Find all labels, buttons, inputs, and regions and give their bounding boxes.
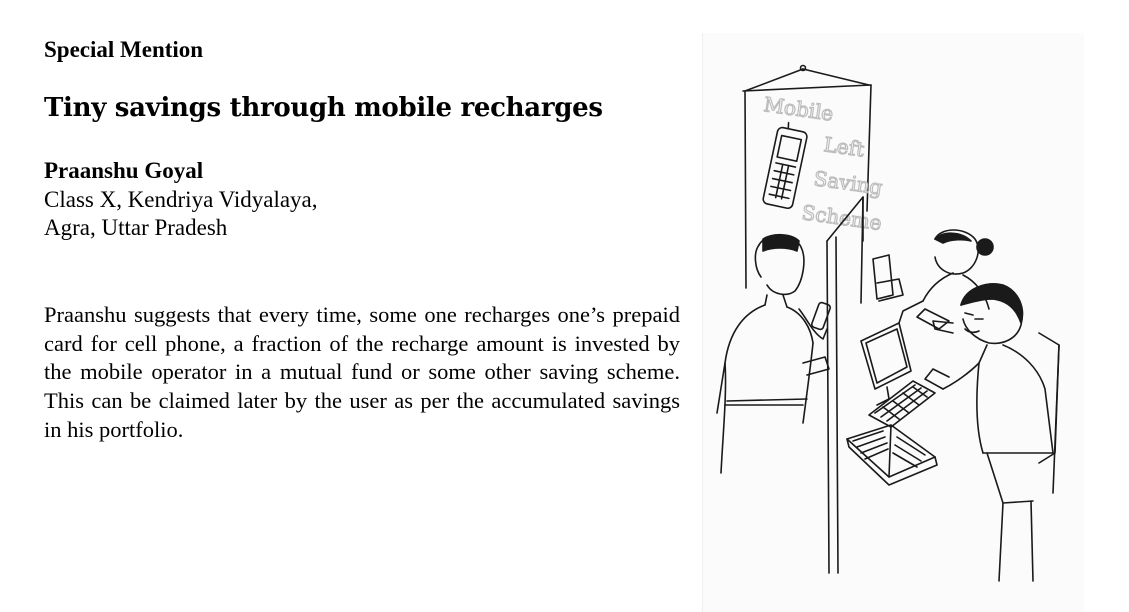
article-body: Praanshu suggests that every time, some one recharges one’s prepaid card for cell phone, a fraction of the recharge amount is invested by the mobile operator in a mutual fund or some other saving scheme. This can be claimed later by the user as per the accumulated savings in his portfolio. — [44, 302, 680, 442]
mobile-recharge-sketch — [702, 33, 1084, 612]
clerk-woman-figure — [873, 230, 993, 323]
banner-word-1: Mobile — [762, 92, 835, 126]
hanging-banner — [743, 66, 884, 289]
banner-word-4: Scheme — [800, 200, 884, 236]
banner-word-2: Left — [822, 132, 866, 162]
article-title: Tiny savings through mobile recharges — [44, 93, 603, 123]
author-name: Praanshu Goyal — [44, 158, 204, 183]
author-affiliation-line-2: Agra, Uttar Pradesh — [44, 215, 228, 240]
section-label: Special Mention — [44, 37, 204, 62]
banner-word-3: Saving — [812, 166, 884, 200]
clerk-man-figure — [917, 284, 1059, 581]
open-book — [847, 425, 937, 485]
customer-figure — [717, 235, 831, 473]
banner-phone-icon — [762, 121, 809, 209]
counter-partition — [827, 197, 863, 573]
author-affiliation-line-1: Class X, Kendriya Vidyalaya, — [44, 186, 318, 212]
author-block — [44, 157, 318, 243]
